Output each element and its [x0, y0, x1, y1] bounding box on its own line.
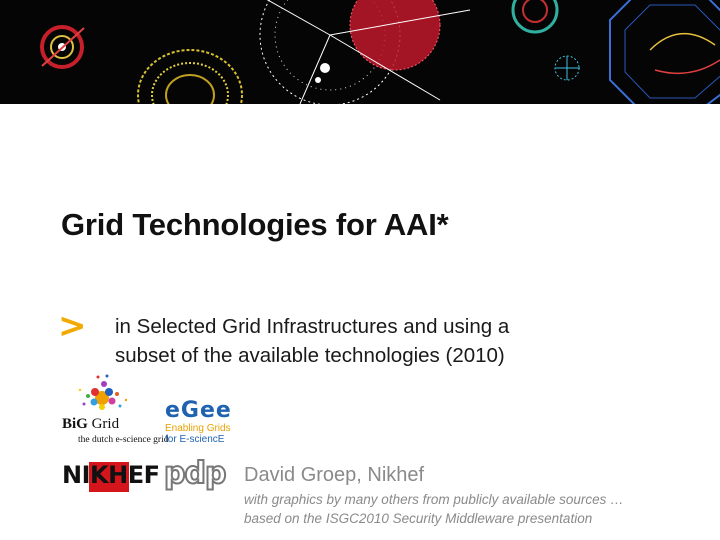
slide-subtitle [115, 312, 585, 370]
slide-title: Grid Technologies for AAI* [61, 207, 449, 242]
nikhef-logo [62, 460, 160, 496]
subtitle-line: subset of the available technologies (2010) [115, 344, 505, 367]
biggrid-logo [60, 372, 169, 450]
pdp-logo [164, 456, 226, 496]
egee-line1: Enabling Grids [165, 423, 231, 434]
credit-note: with graphics by many others from publicly available sources … [244, 492, 624, 507]
subtitle-line: in Selected Grid Infrastructures and using a [115, 315, 510, 338]
particle-collision-graphic [0, 0, 720, 104]
biggrid-big-text: BiG [62, 416, 88, 432]
bullet-arrow-icon: > [58, 306, 87, 346]
pdp-wordmark: pdp [164, 456, 226, 491]
egee-line2: for E-sciencE [165, 434, 225, 445]
egee-wordmark: eGee [165, 398, 232, 423]
author-name: David Groep, Nikhef [244, 464, 425, 486]
nikhef-wordmark: NIKHEF [62, 461, 160, 489]
credit-note: based on the ISGC2010 Security Middleware presentation [244, 511, 593, 526]
egee-logo [164, 398, 236, 448]
biggrid-tagline: the dutch e-science grid [78, 435, 169, 445]
header-banner-graphic [0, 0, 720, 104]
biggrid-grid-text: Grid [91, 416, 120, 432]
